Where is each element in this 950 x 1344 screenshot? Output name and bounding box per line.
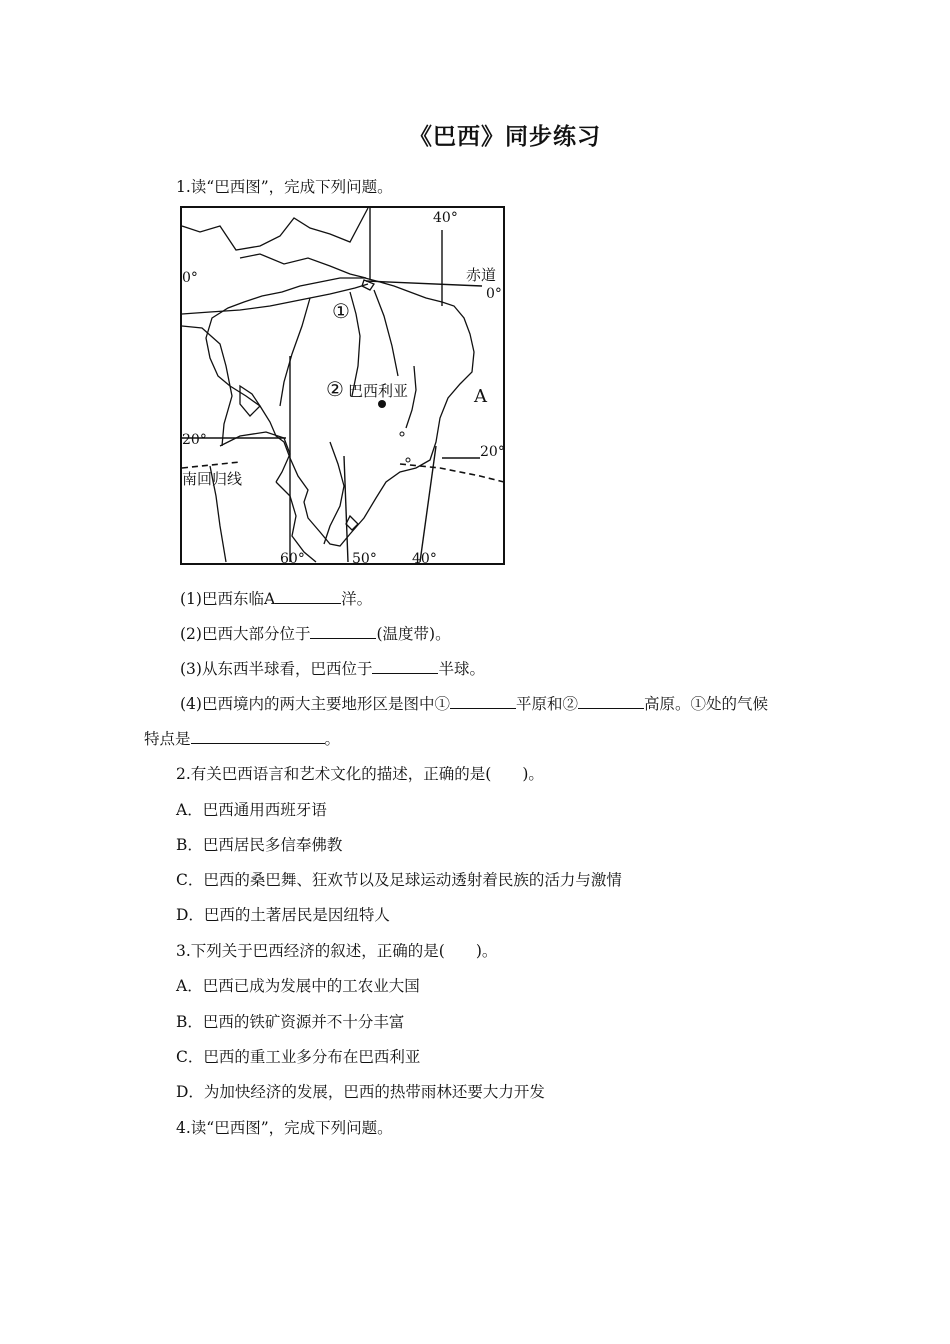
label-ocean-a: A xyxy=(474,386,487,407)
question-3-option-b[interactable]: B．巴西的铁矿资源并不十分丰富 xyxy=(176,1013,405,1031)
label-lon-40-bottom: 40° xyxy=(412,551,437,566)
question-2-option-d[interactable]: D．巴西的土著居民是因纽特人 xyxy=(176,906,390,924)
q1-p1-text-a: (1)巴西东临A xyxy=(180,590,276,608)
label-lat-20-right: 20° xyxy=(480,444,505,460)
q1-p1-blank[interactable] xyxy=(275,589,341,604)
label-marker-2: ② xyxy=(326,377,344,401)
q1-p4-text-d: 特点是 xyxy=(144,730,191,748)
q1-p4-text-b: 平原和② xyxy=(515,695,578,713)
q1-p3-text-a: (3)从东西半球看，巴西位于 xyxy=(180,660,373,678)
label-marker-1: ① xyxy=(332,299,350,323)
q1-p4-text-c: 高原。①处的气候 xyxy=(643,695,768,713)
question-2-stem: 2.有关巴西语言和艺术文化的描述，正确的是( )。 xyxy=(176,765,544,783)
question-3-option-a[interactable]: A．巴西已成为发展中的工农业大国 xyxy=(176,977,420,995)
q1-p4-blank-1[interactable] xyxy=(450,694,516,709)
q1-p3-text-b: 半球。 xyxy=(438,660,485,678)
question-1-part-1 xyxy=(180,587,372,609)
question-2-option-a[interactable]: A．巴西通用西班牙语 xyxy=(176,801,327,819)
label-brasilia: 巴西利亚 xyxy=(348,382,409,400)
label-lon-40-top: 40° xyxy=(433,210,458,226)
q1-p4-text-e: 。 xyxy=(324,730,341,748)
brasilia-dot xyxy=(378,400,386,408)
brazil-map-figure xyxy=(180,206,506,566)
label-tropic: 南回归线 xyxy=(182,470,243,488)
question-1-stem: 1.读“巴西图”，完成下列问题。 xyxy=(176,178,393,196)
question-3-option-c[interactable]: C．巴西的重工业多分布在巴西利亚 xyxy=(176,1048,421,1066)
label-lat-0-left: 0° xyxy=(182,270,198,286)
question-4-stem: 4.读“巴西图”，完成下列问题。 xyxy=(176,1119,393,1137)
q1-p2-text-b: (温度带)。 xyxy=(376,625,451,643)
question-2-option-c[interactable]: C．巴西的桑巴舞、狂欢节以及足球运动透射着民族的活力与激情 xyxy=(176,871,622,889)
q1-p2-text-a: (2)巴西大部分位于 xyxy=(180,625,311,643)
brazil-map xyxy=(180,206,506,566)
question-1-part-4-cont xyxy=(144,727,340,749)
question-1-part-3 xyxy=(180,657,485,679)
q1-p1-text-b: 洋。 xyxy=(341,590,373,608)
question-3-stem: 3.下列关于巴西经济的叙述，正确的是( )。 xyxy=(176,942,498,960)
question-1-part-4 xyxy=(180,692,768,714)
label-lon-50: 50° xyxy=(352,551,377,566)
q1-p3-blank[interactable] xyxy=(372,659,438,674)
q1-p4-blank-3[interactable] xyxy=(191,729,325,744)
q1-p4-blank-2[interactable] xyxy=(578,694,644,709)
label-lat-20-left: 20° xyxy=(182,432,207,448)
question-2-option-b[interactable]: B．巴西居民多信奉佛教 xyxy=(176,836,343,854)
question-1-part-2 xyxy=(180,622,451,644)
label-lon-60: 60° xyxy=(280,551,305,566)
q1-p2-blank[interactable] xyxy=(310,624,376,639)
question-3-option-d[interactable]: D．为加快经济的发展，巴西的热带雨林还要大力开发 xyxy=(176,1083,545,1101)
label-equator: 赤道 xyxy=(466,266,497,284)
q1-p4-text-a: (4)巴西境内的两大主要地形区是图中① xyxy=(180,695,450,713)
page-title: 《巴西》同步练习 xyxy=(409,124,601,150)
label-lat-0-right: 0° xyxy=(486,286,502,302)
